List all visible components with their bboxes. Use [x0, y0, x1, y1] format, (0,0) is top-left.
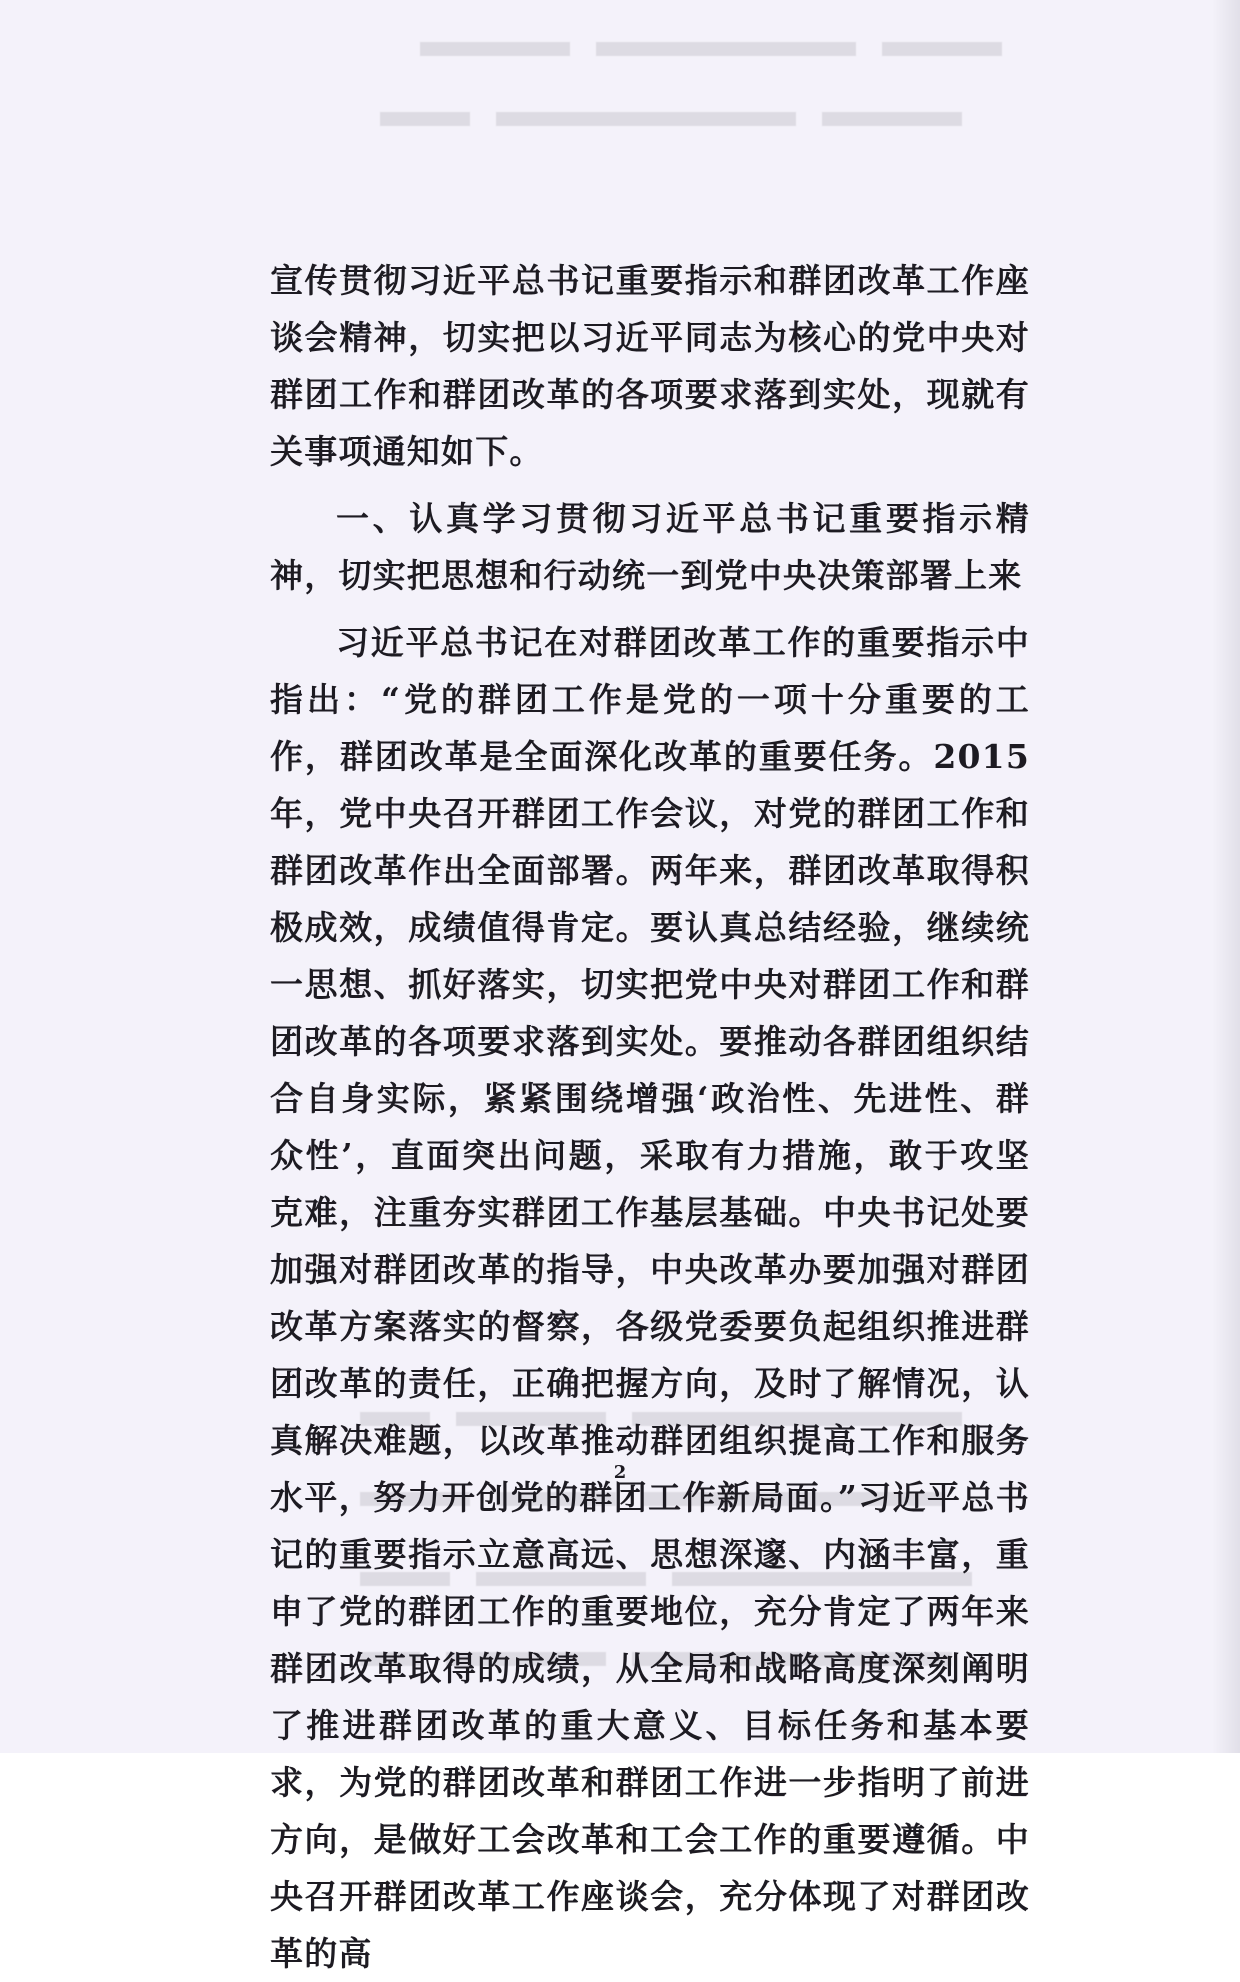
page-edge-shadow — [1212, 0, 1240, 1753]
body-paragraph: 习近平总书记在对群团改革工作的重要指示中指出：“党的群团工作是党的一项十分重要的工作，群团改革是全面深化改革的重要任务。2015年，党中央召开群团工作会议，对党的群团工作和群团改革作出全面部署。两年来，群团改革取得积极成效，成绩值得肯定。要认真总结经验，继续统一思想、抓好落实，切实把党中央对群团工作和群团改革的各项要求落到实处。要推动各群团组织结合自身实际，紧紧围绕增强‘政治性、先进性、群众性’，直面突出问题，采取有力措施，敢于攻坚克难，注重夯实群团工作基层基础。中央书记处要加强对群团改革的指导，中央改革办要加强对群团改革方案落实的督察，各级党委要负起组织推进群团改革的责任，正确把握方向，及时了解情况，认真解决难题，以改革推动群团组织提高工作和服务水平，努力开创党的群团工作新局面。”习近平总书记的重要指示立意高远、思想深邃、内涵丰富，重申了党的群团工作的重要地位，充分肯定了两年来群团改革取得的成绩，从全局和战略高度深刻阐明了推进群团改革的重大意义、目标任务和基本要求，为党的群团改革和群团工作进一步指明了前进方向，是做好工会改革和工会工作的重要遵循。中央召开群团改革工作座谈会，充分体现了对群团改革的高 — [270, 623, 1030, 1973]
page-number: 2 — [613, 1462, 627, 1483]
document-body — [270, 252, 1030, 1982]
show-through-bleed — [420, 30, 1060, 63]
body-paragraph: 宣传贯彻习近平总书记重要指示和群团改革工作座谈会精神，切实把以习近平同志为核心的党中央对群团工作和群团改革的各项要求落到实处，现就有关事项通知如下。 — [270, 261, 1030, 471]
show-through-bleed — [380, 100, 1000, 133]
section-heading: 一、认真学习贯彻习近平总书记重要指示精神，切实把思想和行动统一到党中央决策部署上来 — [270, 499, 1030, 595]
